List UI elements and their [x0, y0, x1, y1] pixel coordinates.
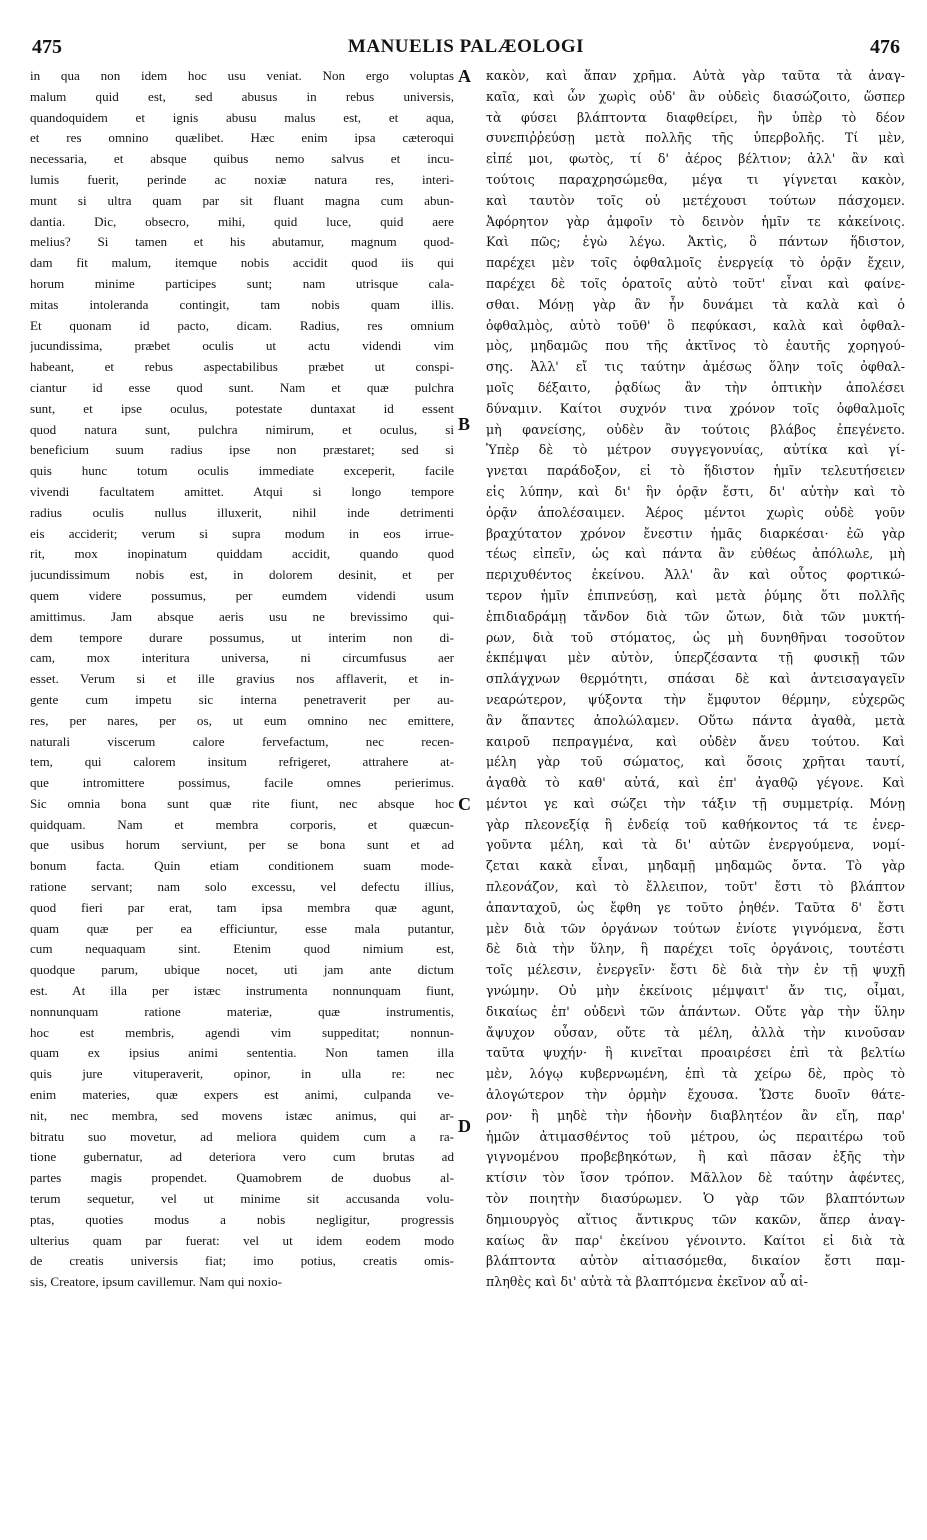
greek-text-line: μὲν, λόγῳ κυβερνωμένη, ἐπὶ τὰ χείρω δὲ, πρὸς τὸ [486, 1066, 905, 1082]
greek-text-line: μὲν διὰ τῶν ὀργάνων τούτων ἐνίοτε γιγνόμενα, ἔστι [486, 920, 905, 936]
latin-text-line: esset. Verum si et ille gravius nos afflaverit, et in- [30, 671, 454, 687]
latin-text-line: in qua non idem hoc usu veniat. Non ergo voluptas [30, 68, 454, 83]
greek-text-line: τὰ φύσει βλάπτοντα διαφθείρει, ἢν ὑπὲρ τὸ δέον [486, 109, 905, 125]
latin-text-line: que usibus horum serviunt, per se bona sunt et ad [30, 837, 454, 853]
latin-text-line: Et quonam id pacto, dicam. Radius, res omnium [30, 317, 454, 333]
latin-text-line: hoc est membris, agendi vim suppeditat; nonnun- [30, 1024, 454, 1040]
latin-text-line: sunt, et ipse oculus, potestate duntaxat id essent [30, 400, 454, 416]
latin-column [30, 66, 454, 1526]
latin-text-line: et res omnino quælibet. Hæc enim ipsa cæteroqui [30, 130, 454, 146]
margin-marker-b: B [458, 414, 471, 434]
latin-text-line: ciantur id esse quod sunt. Nam et quæ pulchra [30, 379, 454, 395]
latin-text-line: enim materies, quæ expers est animi, culpanda ve- [30, 1087, 454, 1103]
greek-text-line: γνώμην. Οὐ μὴν ἐκείνοις μέμψαιτ' ἄν τις, οἶμαι, [486, 983, 905, 999]
greek-text-line: μέλη γὰρ τοῦ σώματος, καὶ ὅσοις χρῆται ταυτί, [486, 754, 905, 770]
latin-text-line: rit, mox inopinatum quiddam accidit, quando quod [30, 546, 454, 562]
greek-text-line: σπλάγχνων θερμότητι, σπάσαι δὲ καὶ ἀντεισαγαγεῖν [486, 671, 905, 687]
page-number-left: 475 [32, 36, 62, 58]
greek-text-line: σθαι. Μόνῃ γὰρ ἂν ἦν δυνάμει τὰ καλὰ καὶ ὁ [486, 296, 905, 312]
latin-text-line: quam quæ per ea efficiuntur, esse mala putantur, [30, 920, 454, 936]
greek-text-line: ἂν ἅπαντες ἀπολώλαμεν. Οὕτω πάντα ἀγαθὰ, μετὰ [486, 712, 905, 728]
running-title: MANUELIS PALÆOLOGI [347, 36, 585, 57]
latin-text-line: de creatis universis fiat; imo potius, creatis omis- [30, 1253, 454, 1269]
greek-text-line: συνεπιῤῥεύσῃ μετὰ πολλῆς τῆς ὑπερβολῆς. Τί μὲν, [486, 130, 905, 146]
greek-text-line: ἁπανταχοῦ, ὡς ἔφθη γε τοῦτο ῥηθέν. Ταῦτα δ' ἔστι [486, 899, 905, 915]
latin-text-line: quod fieri par erat, tam ipsa membra quæ agunt, [30, 899, 454, 915]
latin-text-line: malum quid est, sed abusus in rebus universis, [30, 88, 454, 104]
latin-text-line: horum minime participes sunt; nam utrisque cala- [30, 275, 454, 291]
greek-text-line: τούτοις παραχρησώμεθα, μέγα τι γίγνεται κακὸν, [486, 171, 905, 187]
greek-text-line: ἡμῶν ἀτιμασθέντος τοῦ μέτρου, ὡς περαιτέρω τοῦ [486, 1128, 905, 1144]
greek-text-line: Ἀφόρητον γὰρ ἀμφοῖν τὸ δεινὸν ἡμῖν τε κἀκείνοις. [486, 213, 905, 229]
greek-text-line: εἰς λύπην, καὶ δι' ἣν ὁρᾷν ἔστι, δι' αὐτὴν καὶ τὸ [486, 483, 905, 499]
greek-text-line: δύναμιν. Καίτοι συχνόν τινα χρόνον τοῖς ὀφθαλμοῖς [486, 400, 905, 416]
latin-text-line: ratione servant; nam solo excessu, vel defectu illius, [30, 879, 454, 895]
greek-column [486, 66, 905, 1526]
latin-text-line: quis hunc totum oculis immediate exceperit, facile [30, 463, 454, 479]
latin-text-line: quem videre possumus, per eumdem videndi usum [30, 587, 454, 603]
latin-text-line: nonnunquam ratione materiæ, quæ instrumentis, [30, 1003, 454, 1019]
greek-text-line: ρον· ἢ μηδὲ τὴν ἡδονὴν διαβλητέον ἂν εἴη, παρ' [486, 1107, 905, 1123]
greek-text-line: πληθὲς καὶ δι' αὐτὰ τὰ βλαπτόμενα ἐκεῖνον αὖ αἰ- [486, 1274, 808, 1290]
greek-text-line: καιροῦ πεπραγμένα, καὶ οὐδὲν ἄνευ τούτου. Καὶ [486, 733, 905, 749]
greek-text-line: τερον ἡμῖν ἐπιπνεύσῃ, καὶ μετὰ ῥύμης ὅτι πολλῆς [486, 587, 905, 603]
greek-text-line: ἀλογώτερον τὴν ὁρμὴν ἔχουσα. Ὥστε δυοῖν θάτε- [486, 1087, 905, 1103]
greek-text-line: σης. Ἀλλ' εἴ τις ταύτην ἀμέσως ὅλην τοῖς ὀφθαλ- [486, 359, 905, 375]
latin-text-line: que intromittere possimus, facile omnes perierimus. [30, 775, 454, 791]
greek-text-line: βλάπτοντα αὐτὸν αἰτιασόμεθα, δικαίον ἔστι παμ- [486, 1253, 905, 1269]
latin-text-line: quodque parum, ubique nocet, uti jam ante dictum [30, 962, 454, 978]
latin-text-line: partes magis propendet. Quamobrem de duobus al- [30, 1170, 454, 1186]
latin-text-line: tem, qui calorem insitum refrigeret, attrahere at- [30, 754, 454, 770]
greek-text-line: ἀγαθὰ τὸ καθ' αὑτά, καὶ ἐπ' ἀγαθῷ γέγονε. Καὶ [486, 775, 905, 791]
greek-text-line: κτίσιν τὸν ἴσον τρόπον. Μᾶλλον δὲ ταύτην ἀφέντες, [486, 1170, 905, 1186]
greek-text-line: μὴ φανείσης, οὐδὲν ἂν τούτοις βλάβος ἐπεγένετο. [486, 421, 905, 437]
greek-text-line: ἄψυχον οὖσαν, οὔτε τὰ μέλη, ἀλλὰ τὴν κινοῦσαν [486, 1024, 905, 1040]
greek-text-line: δὲ διὰ τὴν ὕλην, ἣ παρέχει τοῖς ὀργάνοις, τουτέστι [486, 941, 905, 957]
latin-text-line: cum nequaquam sint. Etenim quod nimium est, [30, 941, 454, 957]
latin-text-line: cam, mox interitura universa, ni circumfusus aer [30, 650, 454, 666]
greek-text-line: παρέχει μὲν τοῖς ὀφθαλμοῖς ἐνεργείᾳ τὸ ὁρᾷν ἔχειν, [486, 255, 905, 271]
greek-text-line: καὶ ταυτὸν τοῖς οὐ μετέχουσι τούτων πάσχομεν. [486, 192, 905, 208]
latin-text-line: quandoquidem et ignis abusu malus est, et aqua, [30, 109, 454, 125]
latin-text-line: habeant, et rebus aspectabilibus præbet ut conspi- [30, 359, 454, 375]
latin-text-line: res, per nares, per os, ut eum omnino nec emittere, [30, 712, 454, 728]
latin-text-line: bonum facta. Quin etiam conditionem suam mode- [30, 858, 454, 874]
latin-text-line: munt si ultra quam par sit fluant magna cum abun- [30, 192, 454, 208]
latin-text-line: ptas, quoties modus a nobis negligitur, progressis [30, 1211, 454, 1227]
greek-text-line: γιγνομένου προβεβηκότων, ἢ καὶ πᾶσαν ἑξῆς τὴν [486, 1149, 905, 1165]
latin-text-line: mitas intoleranda contingit, tam nobis quam illis. [30, 296, 454, 312]
greek-text-line: ταῦτα ψυχήν· ἣ κινεῖται προαιρέσει ἐπὶ τὰ βελτίω [486, 1045, 905, 1061]
page-header [32, 36, 900, 62]
greek-text-line: γὰρ πλεονεξίᾳ ἢ ἐνδείᾳ τοῦ καθήκοντος τά τε ἐνερ- [486, 816, 905, 832]
latin-text-line: dem tempore durare possumus, ut interim non di- [30, 629, 454, 645]
greek-text-line: Ὑπὲρ δὲ τὸ μέτρον συγγεγονυίας, αὐτίκα καὶ γί- [486, 442, 905, 458]
greek-text-line: τὸν ποιητὴν διασύρωμεν. Ὁ γὰρ τῶν βλαπτόντων [486, 1191, 905, 1207]
greek-text-line: νεαρώτερον, ψύξοντα τὴν ἔμφυτον θέρμην, εὐχερῶς [486, 691, 905, 707]
latin-text-line: jucundissima, præbet oculis ut actu videndi vim [30, 338, 454, 354]
greek-text-line: γοῦντα μέλη, καὶ τὰ δι' αὐτῶν ἐνεργούμενα, νομί- [486, 837, 905, 853]
latin-text-line: vivendi facultatem amittet. Atqui si longo tempore [30, 483, 454, 499]
latin-text-line: terum sequetur, vel ut minime sit accusanda volu- [30, 1191, 454, 1207]
margin-marker-c: C [458, 794, 471, 814]
latin-text-line: tione gubernatur, ad deteriora vero cum brutas ad [30, 1149, 454, 1165]
latin-text-line: est. At illa per istæc instrumenta nonnunquam fiunt, [30, 983, 454, 999]
greek-text-line: καίως ἂν παρ' ἐκείνου γένοιντο. Καίτοι εἰ διὰ τὰ [486, 1232, 905, 1248]
greek-text-line: δημιουργὸς αἴτιος ἄντικρυς τῶν κακῶν, ἅπερ ἀναγ- [486, 1211, 905, 1227]
page-number-right: 476 [870, 36, 900, 58]
greek-text-line: καῖα, καὶ ὧν χωρὶς οὐδ' ἂν οὐδεὶς διασώζοιτο, ὥσπερ [486, 88, 905, 104]
latin-text-line: dantia. Dic, obsecro, mihi, quid luce, quid aere [30, 213, 454, 229]
latin-text-line: eis acciderit; verum si supra modum in eos irrue- [30, 525, 454, 541]
greek-text-line: μέντοι γε καὶ σώζει τὴν τάξιν τῇ συμμετρίᾳ. Μόνῃ [486, 795, 905, 811]
margin-marker-a: A [458, 66, 471, 86]
greek-text-line: τέως εἰπεῖν, ὡς καὶ πάντα ἂν εὐθέως ἀπόλωλε, μὴ [486, 546, 905, 562]
greek-text-line: ἐκπέμψαι μὲν αὐτὸν, ὑπερζέσαντα τῇ φυσικῇ τῶν [486, 650, 905, 666]
latin-text-line: quis jure vituperaverit, opinor, in ulla re: nec [30, 1066, 454, 1082]
latin-text-line: quod natura sunt, pulchra nimirum, et oculus, si [30, 421, 454, 437]
latin-text-line: beneficium suum radius ipse non præstaret; sed si [30, 442, 454, 458]
greek-text-line: κακὸν, καὶ ἅπαν χρῆμα. Αὐτὰ γὰρ ταῦτα τὰ ἀναγ- [486, 68, 905, 83]
greek-text-line: τοῖς μέλεσιν, ἐνεργεῖν· ἔστι δὲ διὰ τὴν ἐν τῇ ψυχῇ [486, 962, 905, 978]
latin-text-line: sis, Creatore, ipsum cavillemur. Nam qui noxio- [30, 1274, 283, 1290]
greek-text-line: γνεται παράδοξον, εἰ τὸ ἥδιστον ἡμῖν τελευτήσειεν [486, 463, 905, 479]
latin-text-line: Sic omnia bona sunt quæ rite fiunt, nec absque hoc [30, 795, 454, 811]
latin-text-line: gente cum impetu sic interna penetraverit per au- [30, 691, 454, 707]
greek-text-line: μὸς, μηδαμῶς που τῆς ἀκτῖνος τὸ ἑαυτῆς χορηγού- [486, 338, 905, 354]
greek-text-line: μοῖς δέξαιτο, ῥᾳδίως ἂν τὴν ὀπτικὴν ἀπολέσει [486, 379, 905, 395]
latin-text-line: radius oculis nullus illuxerit, nihil inde detrimenti [30, 504, 454, 520]
latin-text-line: amittimus. Jam absque aeris usu ne brevissimo qui- [30, 608, 454, 624]
latin-text-line: nit, nec membra, sed movens istæc animus, qui ar- [30, 1107, 454, 1123]
latin-text-line: necessaria, et absque quibus nemo salvus et incu- [30, 151, 454, 167]
greek-text-line: Καὶ πῶς; ἐγὼ λέγω. Ἀκτὶς, ὃ πάντων ἥδιστον, [486, 234, 905, 250]
latin-text-line: lumis fuerit, perinde ac noxiæ natura res, interi- [30, 171, 454, 187]
latin-text-line: melius? Si tamen et his abutamur, magnum quod- [30, 234, 454, 250]
greek-text-line: ὁρᾷν ἀπολέσαιμεν. Ἀέρος μέντοι χωρὶς οὐδὲ γοῦν [486, 504, 905, 520]
latin-text-line: quidquam. Nam et membra corporis, et quæcun- [30, 816, 454, 832]
greek-text-line: περιχυθέντος ἐκείνου. Ἀλλ' ἂν καὶ οὗτος φορτικώ- [486, 567, 905, 583]
greek-text-line: ὀφθαλμὸς, αὐτὸ τοῦθ' ὃ πεφύκασι, καλὰ καὶ ὀφθαλ- [486, 317, 905, 333]
latin-text-line: dam fit malum, itemque nobis accidit quod iis qui [30, 255, 454, 271]
latin-text-line: jucundissimum nobis est, in dolorem desinit, et per [30, 567, 454, 583]
latin-text-line: ulterius quam par fuerat: vel ut idem eodem modo [30, 1232, 454, 1248]
greek-text-line: ζεται κακὰ εἶναι, μηδαμῇ μηδαμῶς ὄντα. Τὸ γὰρ [486, 858, 905, 874]
margin-marker-d: D [458, 1116, 471, 1136]
greek-text-line: ἐπιδιαδράμῃ τἄνδον διὰ τῶν ὤτων, διὰ τῶν μυκτή- [486, 608, 905, 624]
latin-text-line: quam ex ipsius animi sententia. Non tamen illa [30, 1045, 454, 1061]
latin-text-line: naturali viscerum calore fervefactum, nec recen- [30, 733, 454, 749]
greek-text-line: βραχύτατον χρόνον ἔνεστιν ἡμᾶς διαρκέσαι· ἐῶ γὰρ [486, 525, 905, 541]
greek-text-line: ρων, διὰ τοῦ στόματος, ὡς μὴ δυνηθῆναι τοσοῦτον [486, 629, 905, 645]
greek-text-line: δικαίως ἐπ' οὐδενὶ τῶν ἁπάντων. Οὔτε γὰρ τὴν ὕλην [486, 1003, 905, 1019]
latin-text-line: bitratu suo movetur, ad meliora quidem cum a ra- [30, 1128, 454, 1144]
greek-text-line: πλεονάζον, καὶ τὸ ἔλλειπον, τοῦτ' ἔστι τὸ βλάπτον [486, 879, 905, 895]
greek-text-line: παρέχει δὲ τοῖς ὁρατοῖς αὐτὸ τοῦτ' εἶναι καὶ φαίνε- [486, 275, 905, 291]
greek-text-line: εἰπέ μοι, φωτὸς, τί δ' ἀέρος βέλτιον; ἀλλ' ἂν καὶ [486, 151, 905, 167]
